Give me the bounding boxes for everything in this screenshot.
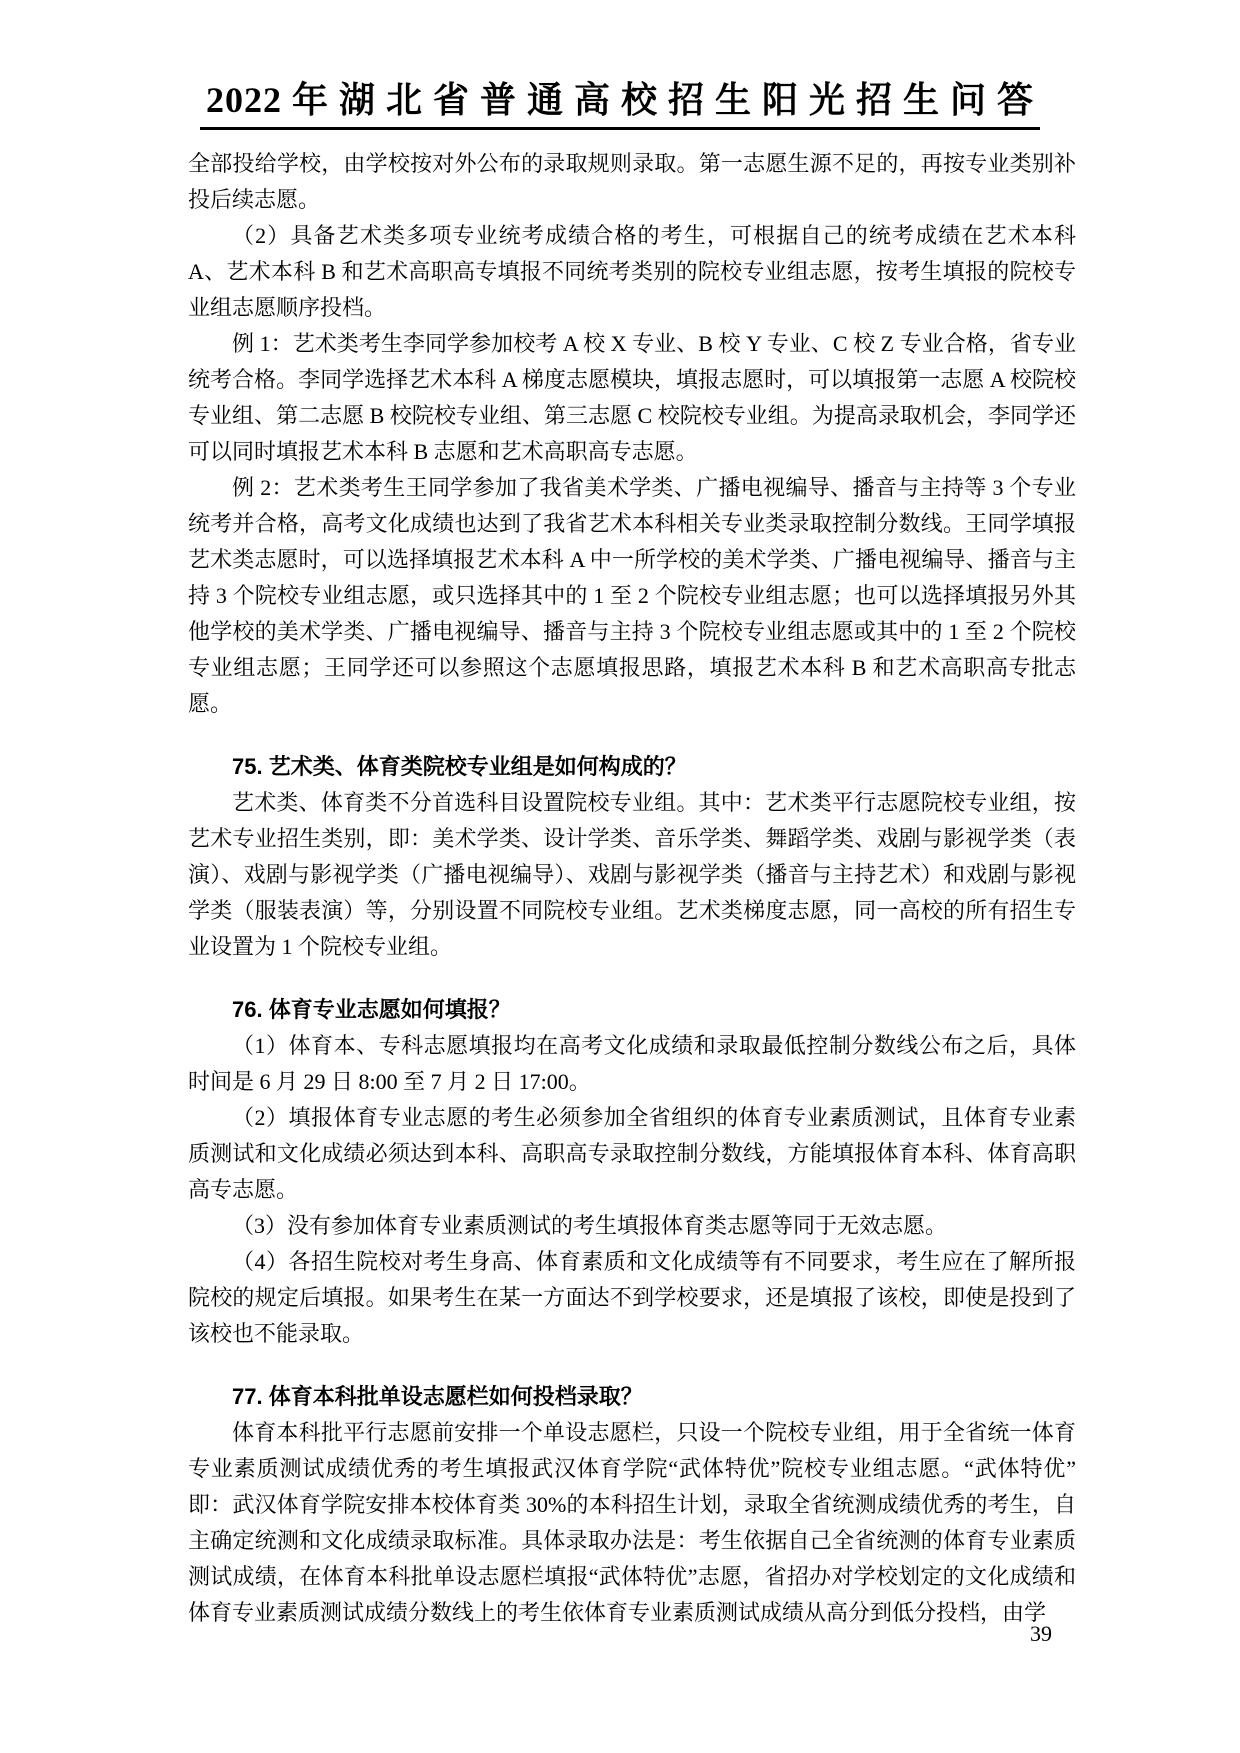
body-paragraph: （2）填报体育专业志愿的考生必须参加全省组织的体育专业素质测试，且体育专业素质测试和文化成绩必须达到本科、高职高专录取控制分数线，方能填报体育本科、体育高职高专志愿。 [188, 1105, 1076, 1203]
content-blocks [188, 146, 1076, 1631]
page-number: 39 [1030, 1621, 1052, 1646]
body-paragraph: （1）体育本、专科志愿填报均在高考文化成绩和录取最低控制分数线公布之后，具体时间是 6 月 29 日 8:00 至 7 月 2 日 17:00。 [188, 1033, 1076, 1095]
page-header [0, 0, 1240, 130]
body-paragraph: （2）具备艺术类多项专业统考成绩合格的考生，可根据自己的统考成绩在艺术本科 A、艺术本科 B 和艺术高职高专填报不同统考类别的院校专业组志愿，按考生填报的院校专业组志愿顺序投档。 [188, 223, 1076, 321]
body-paragraph: （4）各招生院校对考生身高、体育素质和文化成绩等有不同要求，考生应在了解所报院校的规定后填报。如果考生在某一方面达不到学校要求，还是填报了该校，即使是投到了该校也不能录取。 [188, 1249, 1076, 1347]
body-paragraph: 艺术类、体育类不分首选科目设置院校专业组。其中：艺术类平行志愿院校专业组，按艺术专业招生类别，即：美术学类、设计学类、音乐学类、舞蹈学类、戏剧与影视学类（表演）、戏剧与影视学类（广播电视编导）、戏剧与影视学类（播音与主持艺术）和戏剧与影视学类（服装表演）等，分别设置不同院校专业组。艺术类梯度志愿，同一高校的所有招生专业设置为 1 个院校专业组。 [188, 790, 1076, 960]
body-paragraph: 体育本科批平行志愿前安排一个单设志愿栏，只设一个院校专业组，用于全省统一体育专业素质测试成绩优秀的考生填报武汉体育学院“武体特优”院校专业组志愿。“武体特优”即：武汉体育学院安排本校体育类 30%的本科招生计划，录取全省统测成绩优秀的考生，自主确定统测和文化成绩录取标准。具体录取办法是：考生依据自己全省统测的体育专业素质测试成绩，在体育本科批单设志愿栏填报“武体特优”志愿，省招办对学校划定的文化成绩和体育专业素质测试成绩分数线上的考生依体育专业素质测试成绩从高分到低分投档，由学 [188, 1420, 1076, 1626]
body-paragraph: 全部投给学校，由学校按对外公布的录取规则录取。第一志愿生源不足的，再按专业类别补投后续志愿。 [188, 151, 1076, 213]
body-paragraph: （3）没有参加体育专业素质测试的考生填报体育类志愿等同于无效志愿。 [232, 1213, 948, 1239]
question-heading: 75. 艺术类、体育类院校专业组是如何构成的？ [232, 754, 687, 780]
body-paragraph: 例 2：艺术类考生王同学参加了我省美术学类、广播电视编导、播音与主持等 3 个专业统考并合格，高考文化成绩也达到了我省艺术本科相关专业类录取控制分数线。王同学填报艺术类志愿时，可以选择填报艺术本科 A 中一所学校的美术学类、广播电视编导、播音与主持 3 个院校专业组志愿，或只选择其中的 1 至 2 个院校专业组志愿；也可以选择填报另外其他学校的美术学类、广播电视编导、播音与主持 3 个院校专业组志愿或其中的 1 至 2 个院校专业组志愿；王同学还可以参照这个志愿填报思路，填报艺术本科 B 和艺术高职高专批志愿。 [188, 475, 1076, 717]
question-heading: 76. 体育专业志愿如何填报？ [232, 997, 511, 1023]
question-heading: 77. 体育本科批单设志愿栏如何投档录取？ [232, 1384, 643, 1410]
body-paragraph: 例 1：艺术类考生李同学参加校考 A 校 X 专业、B 校 Y 专业、C 校 Z 专业合格，省专业统考合格。李同学选择艺术本科 A 梯度志愿模块，填报志愿时，可以填报第一志愿 A 校院校专业组、第二志愿 B 校院校专业组、第三志愿 C 校院校专业组。为提高录取机会，李同学还可以同时填报艺术本科 B 志愿和艺术高职高专志愿。 [188, 331, 1076, 465]
document-title: 2022 年 湖 北 省 普 通 高 校 招 生 阳 光 招 生 问 答 [200, 80, 1040, 130]
